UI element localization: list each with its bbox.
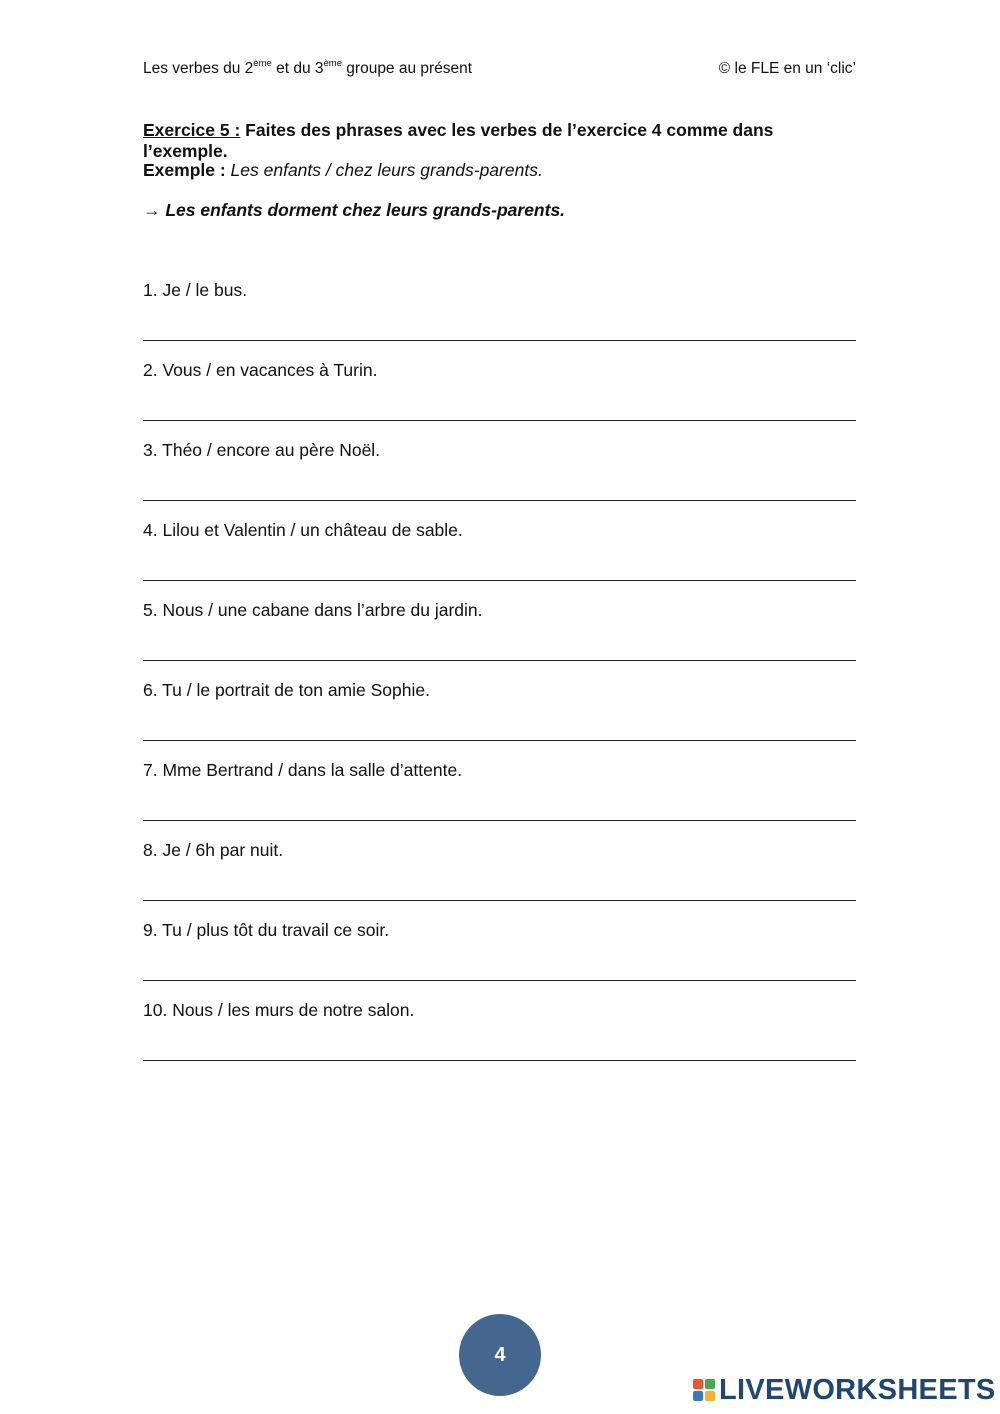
example-text: Les enfants / chez leurs grands-parents. — [225, 160, 543, 180]
exercise-item — [143, 600, 856, 680]
exercise-item — [143, 840, 856, 920]
liveworksheets-text: LIVEWORKSHEETS — [719, 1373, 996, 1406]
example-answer: → Les enfants dorment chez leurs grands-parents. — [143, 200, 566, 220]
item-prompt: 3. Théo / encore au père Noël. — [143, 440, 381, 460]
answer-line[interactable] — [143, 500, 856, 501]
exercise-instruction: Faites des phrases avec les verbes de l’exercice 4 comme dans l’exemple. — [143, 120, 774, 161]
exercise-item — [143, 280, 856, 360]
page-number: 4 — [494, 1343, 506, 1366]
item-prompt: 7. Mme Bertrand / dans la salle d’attente. — [143, 760, 463, 780]
answer-line[interactable] — [143, 740, 856, 741]
item-prompt: 9. Tu / plus tôt du travail ce soir. — [143, 920, 390, 940]
answer-line[interactable] — [143, 420, 856, 421]
logo-square-1 — [693, 1379, 703, 1389]
liveworksheets-watermark — [693, 1374, 996, 1406]
page-header — [143, 57, 856, 84]
exercise-item — [143, 440, 856, 520]
exercise-item — [143, 1000, 856, 1080]
header-course-title: Les verbes du 2ème et du 3ème groupe au présent — [143, 57, 473, 77]
item-prompt: 8. Je / 6h par nuit. — [143, 840, 284, 860]
liveworksheets-logo-icon — [693, 1379, 715, 1401]
exercise-item — [143, 760, 856, 840]
item-prompt: 10. Nous / les murs de notre salon. — [143, 1000, 415, 1020]
logo-square-3 — [693, 1391, 703, 1401]
answer-line[interactable] — [143, 900, 856, 901]
exercise-title — [143, 120, 856, 162]
item-prompt: 4. Lilou et Valentin / un château de sable. — [143, 520, 463, 540]
item-prompt: 6. Tu / le portrait de ton amie Sophie. — [143, 680, 430, 700]
answer-line[interactable] — [143, 660, 856, 661]
item-prompt: 1. Je / le bus. — [143, 280, 248, 300]
logo-square-2 — [705, 1379, 715, 1389]
example-label: Exemple : — [143, 160, 226, 180]
exercise-item — [143, 680, 856, 760]
example-line — [143, 160, 856, 181]
item-prompt: 2. Vous / en vacances à Turin. — [143, 360, 378, 380]
page-number-badge — [459, 1314, 541, 1396]
answer-line[interactable] — [143, 340, 856, 341]
exercise-item — [143, 520, 856, 600]
answer-line[interactable] — [143, 580, 856, 581]
logo-square-4 — [705, 1391, 715, 1401]
exercise-item — [143, 920, 856, 1000]
item-prompt: 5. Nous / une cabane dans l’arbre du jardin. — [143, 600, 483, 620]
answer-line[interactable] — [143, 1060, 856, 1061]
exercise-item — [143, 360, 856, 440]
answer-line[interactable] — [143, 980, 856, 981]
header-copyright: © le FLE en un ‘clic’ — [718, 60, 856, 77]
exercise-label: Exercice 5 : — [143, 120, 241, 140]
answer-line[interactable] — [143, 820, 856, 821]
